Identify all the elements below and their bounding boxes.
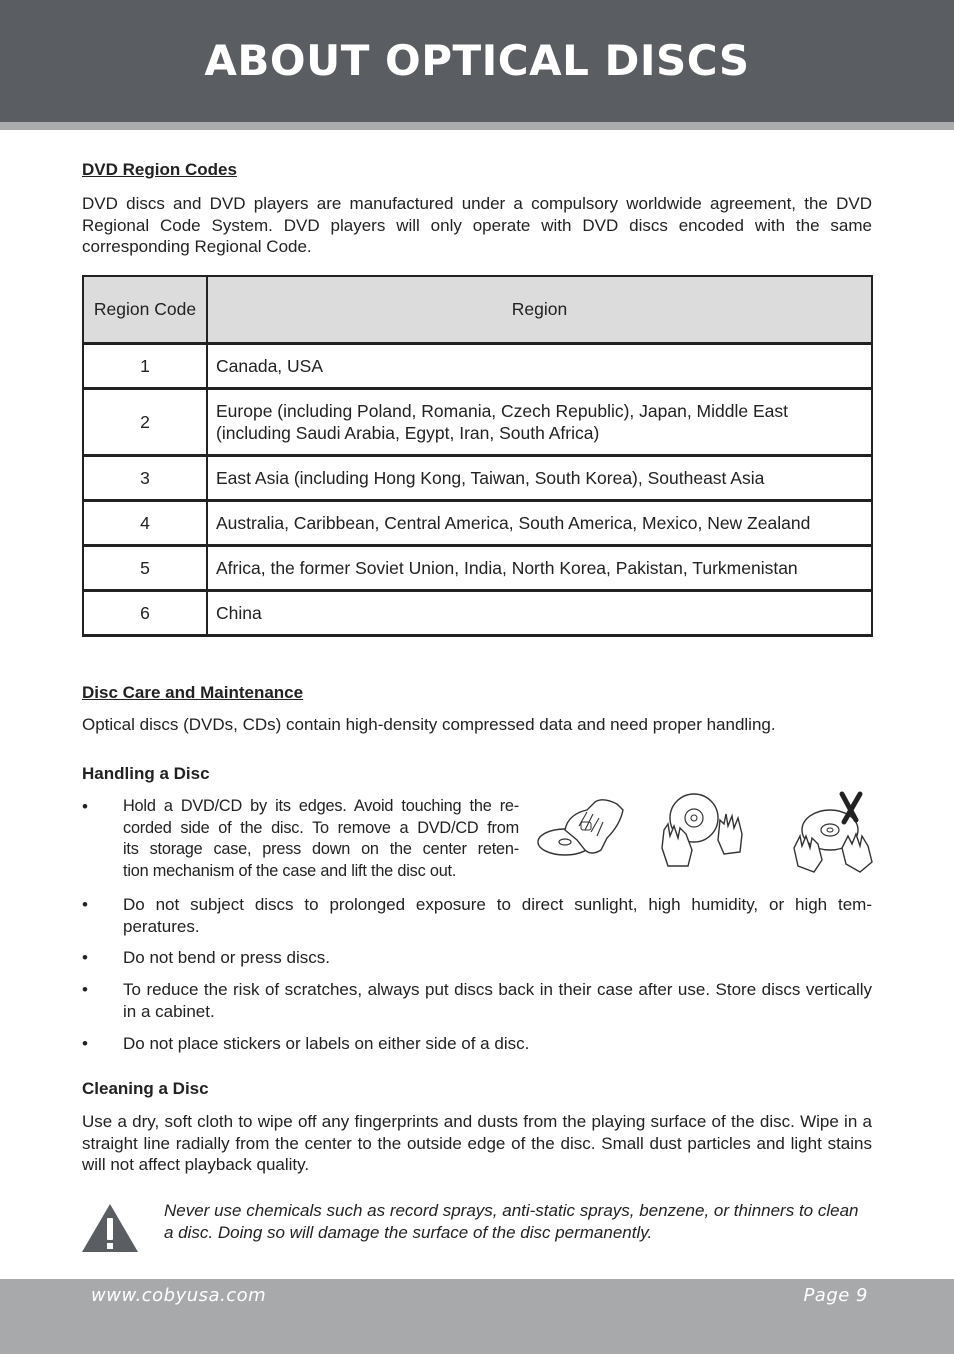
region-codes-intro: DVD discs and DVD players are manufactured under a compulsory worldwide agreement, the DVD Regional Code System. DVD players will only operate with DVD discs encoded with the same corresponding Regional Code. xyxy=(82,194,872,256)
handling-bullet-4 xyxy=(82,979,872,1023)
page-header xyxy=(0,0,954,122)
page-footer xyxy=(0,1279,954,1354)
region-code-cell: 1 xyxy=(83,344,207,389)
bullet-line: its storage case, press down on the center reten- xyxy=(123,840,519,858)
bullet-line: Do not subject discs to prolonged exposure to direct sunlight, high humidity, or high tem- xyxy=(123,895,872,914)
handling-heading: Handling a Disc xyxy=(82,764,210,783)
bullet-dot: • xyxy=(82,980,88,999)
region-code-cell: 4 xyxy=(83,501,207,546)
bullet-dot: • xyxy=(82,948,88,967)
disc-hold-edges-icon xyxy=(658,790,746,870)
table-row xyxy=(83,456,872,501)
cleaning-heading: Cleaning a Disc xyxy=(82,1079,209,1098)
table-row xyxy=(83,501,872,546)
region-cell: East Asia (including Hong Kong, Taiwan, South Korea), Southeast Asia xyxy=(207,456,872,501)
bullet-line: Hold a DVD/CD by its edges. Avoid touching the re- xyxy=(123,797,519,815)
footer-url[interactable]: www.cobyusa.com xyxy=(91,1285,267,1306)
disc-incorrect-handling-icon xyxy=(790,790,876,876)
column-header-region-code: Region Code xyxy=(83,276,207,344)
handling-bullet-2 xyxy=(82,894,872,938)
handling-bullet-5 xyxy=(82,1033,872,1055)
region-cell: Africa, the former Soviet Union, India, North Korea, Pakistan, Turkmenistan xyxy=(207,546,872,591)
bullet-dot: • xyxy=(82,895,88,914)
handling-bullet-1 xyxy=(82,796,522,884)
bullet-dot: • xyxy=(82,797,88,816)
region-codes-heading: DVD Region Codes xyxy=(82,160,237,179)
page-title: ABOUT OPTICAL DISCS xyxy=(204,35,750,85)
warning-triangle-icon xyxy=(80,1202,140,1254)
region-code-cell: 6 xyxy=(83,591,207,636)
bullet-dot: • xyxy=(82,1034,88,1053)
handling-bullet-3 xyxy=(82,947,872,969)
region-cell: Australia, Caribbean, Central America, South America, Mexico, New Zealand xyxy=(207,501,872,546)
disc-care-intro: Optical discs (DVDs, CDs) contain high-density compressed data and need proper handling. xyxy=(82,715,776,734)
table-row xyxy=(83,591,872,636)
table-row xyxy=(83,389,872,456)
bullet-text: To reduce the risk of scratches, always put discs back in their case after use. Store discs vertically in a cabinet. xyxy=(123,980,872,1021)
disc-touch-surface-icon xyxy=(537,790,629,866)
bullet-text: Do not bend or press discs. xyxy=(123,948,330,967)
disc-care-heading: Disc Care and Maintenance xyxy=(82,683,304,702)
region-cell: Canada, USA xyxy=(207,344,872,389)
column-header-region: Region xyxy=(207,276,872,344)
region-code-cell: 5 xyxy=(83,546,207,591)
table-row xyxy=(83,344,872,389)
bullet-text: Do not place stickers or labels on either side of a disc. xyxy=(123,1034,530,1053)
region-code-cell: 2 xyxy=(83,389,207,456)
region-code-table xyxy=(82,275,873,637)
bullet-line: corded side of the disc. To remove a DVD/CD from xyxy=(123,818,519,837)
bullet-line: peratures. xyxy=(123,916,200,936)
cleaning-text: Use a dry, soft cloth to wipe off any fingerprints and dusts from the playing surface of the disc. Wipe in a straight line radially from the center to the outside edge of the disc. Small dust particles and light stains will not affect playback quality. xyxy=(82,1112,872,1174)
region-code-cell: 3 xyxy=(83,456,207,501)
table-header-row xyxy=(83,276,872,344)
page-number: Page 9 xyxy=(803,1285,868,1306)
region-cell: China xyxy=(207,591,872,636)
region-cell: Europe (including Poland, Romania, Czech Republic), Japan, Middle East (including Saudi Arabia, Egypt, Iran, South Africa) xyxy=(207,389,872,456)
table-row xyxy=(83,546,872,591)
header-stripe xyxy=(0,122,954,130)
bullet-line: tion mechanism of the case and lift the disc out. xyxy=(123,861,457,880)
warning-text: Never use chemicals such as record sprays, anti-static sprays, benzene, or thinners to clean a disc. Doing so will damage the surface of the disc permanently. xyxy=(164,1201,859,1242)
